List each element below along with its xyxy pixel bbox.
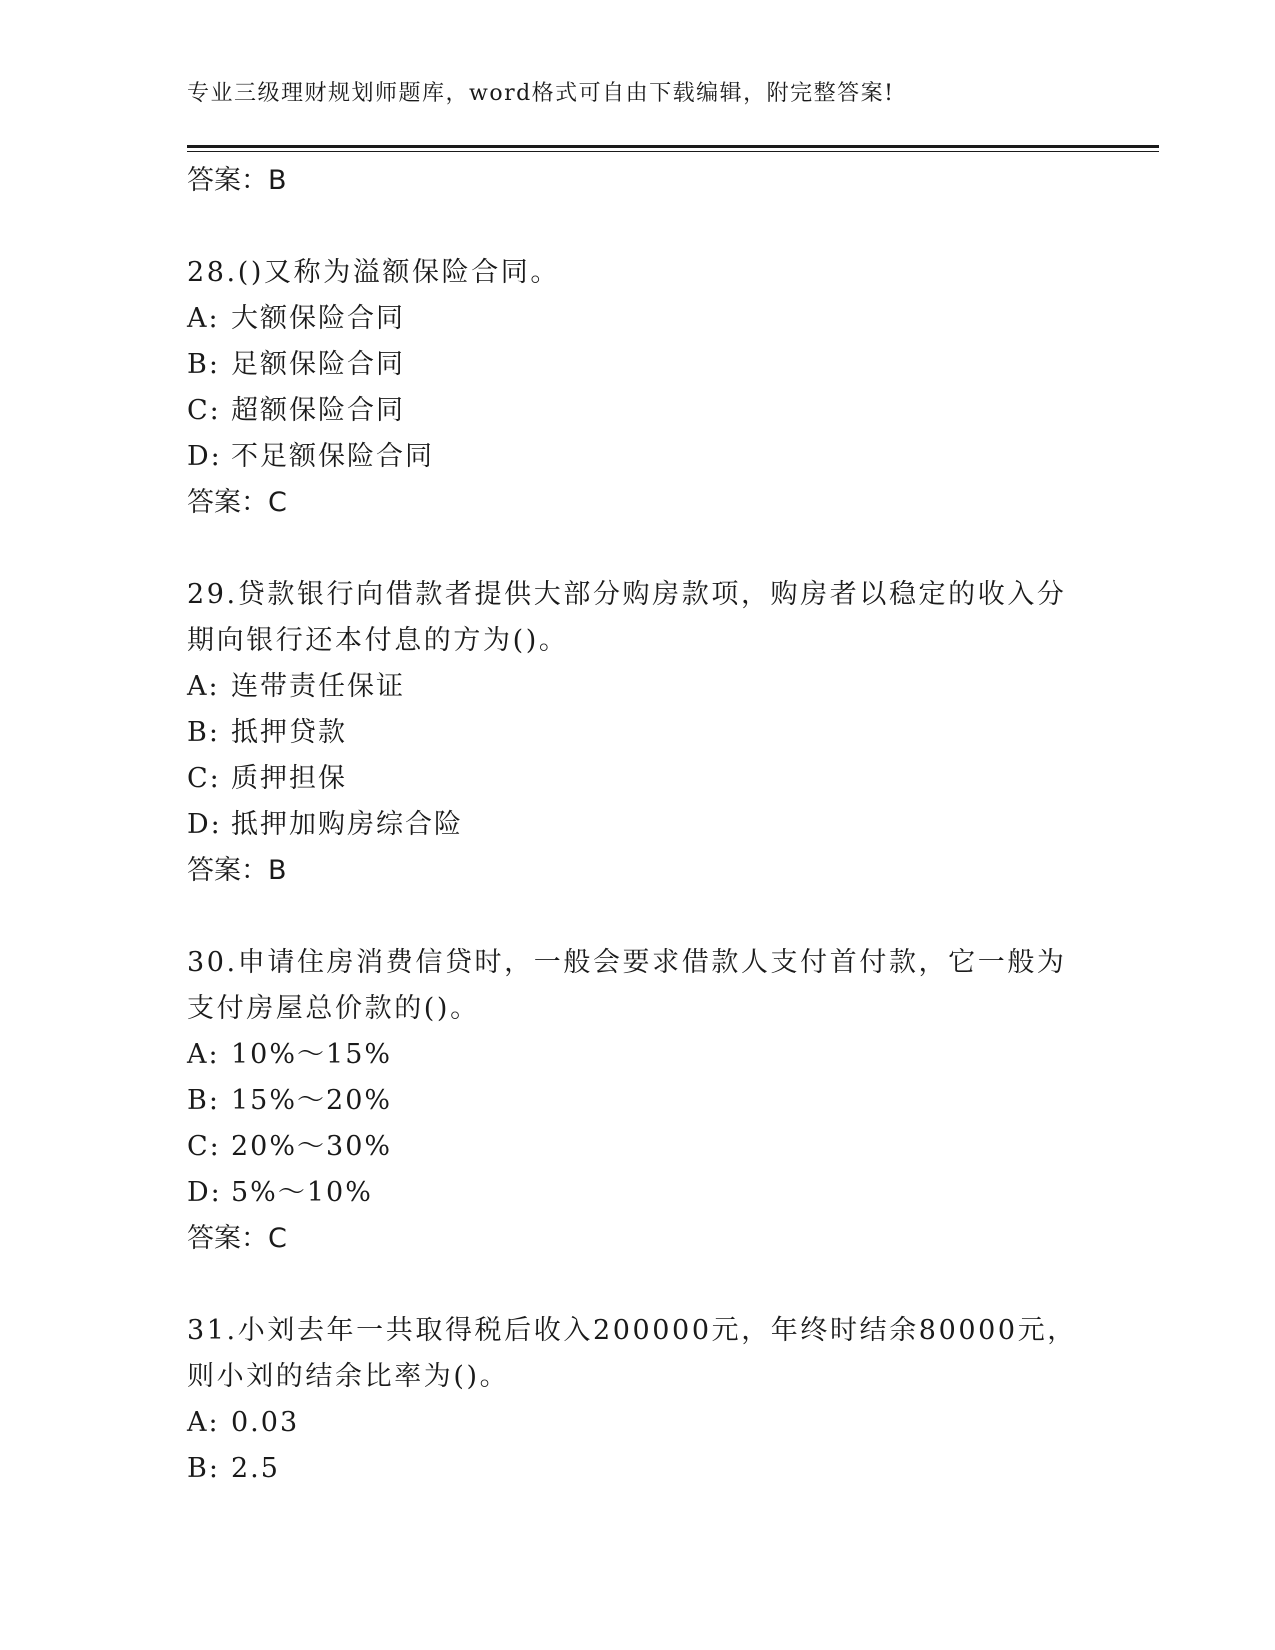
option-text: 抵押加购房综合险 xyxy=(231,809,463,840)
option-text: 超额保险合同 xyxy=(231,395,405,426)
option-d xyxy=(187,1170,1087,1216)
option-a xyxy=(187,1400,1087,1446)
question-text: 30.申请住房消费信贷时，一般会要求借款人支付首付款，它一般为支付房屋总价款的()。 xyxy=(187,947,1067,1024)
option-key: C: xyxy=(187,763,221,794)
option-c xyxy=(187,756,1087,802)
answer-label: 答案：B xyxy=(187,855,287,886)
option-key: B: xyxy=(187,1453,220,1484)
option-a xyxy=(187,664,1087,710)
answer-label: 答案：C xyxy=(187,1223,287,1254)
option-b xyxy=(187,1446,1087,1492)
option-key: B: xyxy=(187,717,220,748)
option-text: 质押担保 xyxy=(231,763,347,794)
question-29 xyxy=(187,572,1087,894)
option-text: 20%～30% xyxy=(231,1131,393,1162)
option-key: A: xyxy=(187,1407,220,1438)
option-text: 5%～10% xyxy=(231,1177,373,1208)
option-text: 抵押贷款 xyxy=(231,717,347,748)
header-rule-thick xyxy=(187,145,1159,148)
option-c xyxy=(187,388,1087,434)
option-key: A: xyxy=(187,303,220,334)
question-28 xyxy=(187,250,1087,526)
answer-label: 答案：C xyxy=(187,487,287,518)
option-key: D: xyxy=(187,1177,222,1208)
question-list xyxy=(187,158,1087,1492)
option-text: 15%～20% xyxy=(231,1085,393,1116)
option-key: B: xyxy=(187,1085,220,1116)
header-rule-thin xyxy=(187,151,1159,152)
answer-label: 答案：B xyxy=(187,165,287,196)
option-text: 不足额保险合同 xyxy=(231,441,434,472)
option-text: 2.5 xyxy=(231,1453,280,1484)
option-text: 0.03 xyxy=(231,1407,300,1438)
option-text: 10%～15% xyxy=(231,1039,393,1070)
option-key: A: xyxy=(187,671,220,702)
option-key: C: xyxy=(187,395,221,426)
option-b xyxy=(187,342,1087,388)
question-30 xyxy=(187,940,1087,1262)
option-d xyxy=(187,802,1087,848)
page-header: 专业三级理财规划师题库，word格式可自由下载编辑，附完整答案! xyxy=(187,81,895,106)
option-a xyxy=(187,296,1087,342)
option-a xyxy=(187,1032,1087,1078)
option-key: D: xyxy=(187,441,222,472)
option-d xyxy=(187,434,1087,480)
option-text: 大额保险合同 xyxy=(231,303,405,334)
option-b xyxy=(187,1078,1087,1124)
question-text: 31.小刘去年一共取得税后收入200000元，年终时结余80000元，则小刘的结余比率为()。 xyxy=(187,1315,1077,1392)
option-key: B: xyxy=(187,349,220,380)
option-text: 连带责任保证 xyxy=(231,671,405,702)
option-c xyxy=(187,1124,1087,1170)
question-text: 28.()又称为溢额保险合同。 xyxy=(187,257,561,288)
question-text: 29.贷款银行向借款者提供大部分购房款项，购房者以稳定的收入分期向银行还本付息的方为()。 xyxy=(187,579,1067,656)
option-b xyxy=(187,710,1087,756)
option-key: D: xyxy=(187,809,222,840)
option-text: 足额保险合同 xyxy=(231,349,405,380)
question-31 xyxy=(187,1308,1087,1492)
option-key: A: xyxy=(187,1039,220,1070)
option-key: C: xyxy=(187,1131,221,1162)
